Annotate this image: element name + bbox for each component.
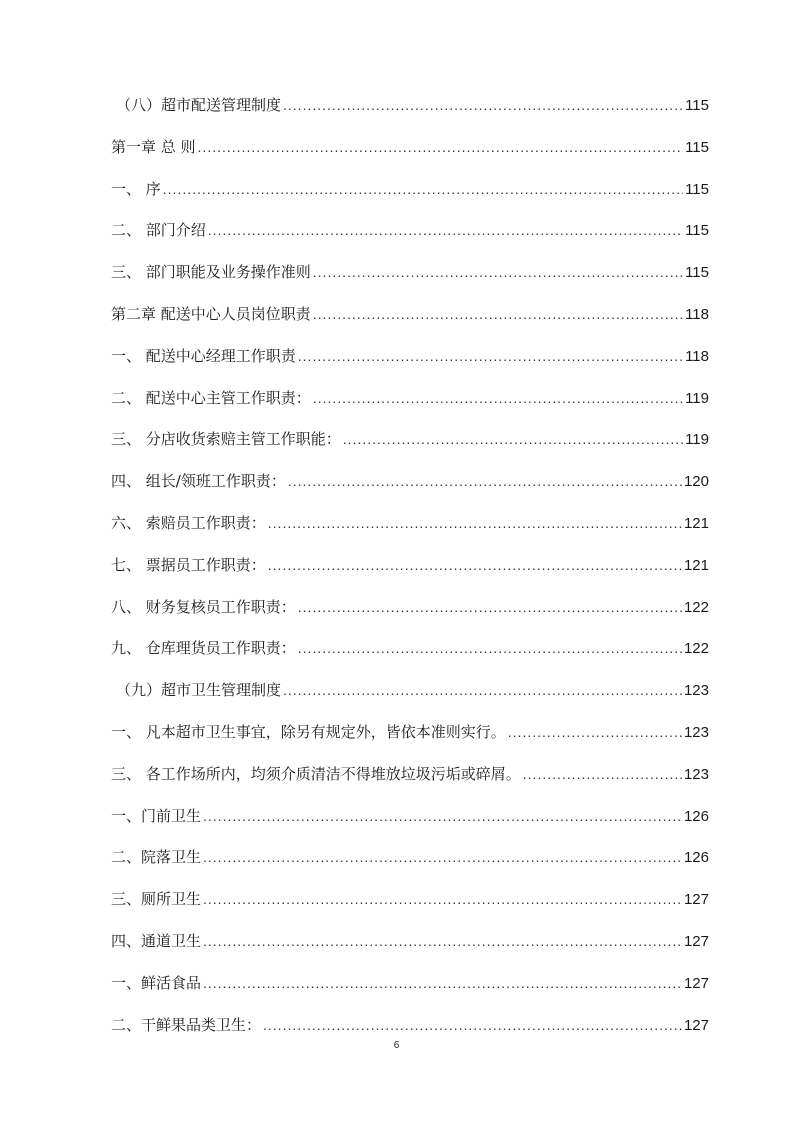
toc-entry-title: 第一章 总 则 — [111, 137, 196, 156]
toc-dot-leader — [283, 676, 682, 704]
toc-entry[interactable] — [111, 384, 709, 426]
toc-entry-page: 115 — [685, 264, 709, 282]
toc-entry-page: 123 — [683, 723, 709, 741]
toc-entry[interactable] — [111, 843, 709, 885]
toc-entry-title: 一、 配送中心经理工作职责 — [111, 346, 296, 365]
toc-entry[interactable] — [111, 802, 709, 844]
toc-dot-leader — [203, 969, 682, 997]
toc-entry-page: 121 — [683, 514, 709, 532]
toc-dot-leader — [283, 91, 683, 119]
toc-entry-page: 127 — [683, 891, 709, 909]
toc-entry[interactable] — [111, 969, 709, 1011]
toc-entry-page: 115 — [685, 222, 709, 240]
toc-entry-page: 122 — [683, 598, 709, 616]
toc-dot-leader — [508, 718, 682, 746]
toc-entry[interactable] — [111, 676, 709, 718]
toc-entry-title: 四、 组长/领班工作职责： — [111, 472, 286, 491]
toc-dot-leader — [203, 885, 682, 913]
toc-entry[interactable] — [111, 634, 709, 676]
toc-entry-title: 一、 序 — [111, 179, 161, 198]
toc-entry-page: 118 — [685, 305, 709, 323]
toc-entry[interactable] — [111, 551, 709, 593]
toc-entry-title: 一、鲜活食品 — [111, 973, 202, 992]
toc-entry-title: 一、 凡本超市卫生事宜，除另有规定外，皆依本准则实行。 — [111, 722, 506, 741]
toc-entry-page: 127 — [683, 974, 709, 992]
toc-entry-page: 118 — [685, 347, 709, 365]
toc-entry-title: （八）超市配送管理制度 — [116, 96, 282, 114]
toc-entry-title: 二、干鲜果品类卫生： — [111, 1015, 262, 1034]
toc-entry-title: 九、 仓库理货员工作职责： — [111, 639, 296, 658]
toc-entry-page: 120 — [683, 473, 709, 491]
toc-entry[interactable] — [111, 467, 709, 509]
toc-entry[interactable] — [111, 300, 709, 342]
toc-dot-leader — [203, 927, 682, 955]
toc-entry-page: 127 — [683, 932, 709, 950]
toc-entry-page: 127 — [683, 1016, 709, 1034]
toc-dot-leader — [313, 384, 683, 412]
toc-dot-leader — [523, 760, 682, 788]
toc-entry[interactable] — [111, 425, 709, 467]
toc-entry-page: 115 — [685, 138, 709, 156]
toc-dot-leader — [298, 342, 683, 370]
toc-entry-title: 一、门前卫生 — [111, 806, 202, 825]
toc-dot-leader — [268, 509, 682, 537]
toc-entry-page: 126 — [683, 807, 709, 825]
toc-entry-title: 七、 票据员工作职责： — [111, 555, 266, 574]
toc-entry-title: 三、 各工作场所内，均须介质清洁不得堆放垃圾污垢或碎屑。 — [111, 764, 521, 783]
toc-entry[interactable] — [111, 885, 709, 927]
toc-entry-title: 三、 分店收货索赔主管工作职能： — [111, 430, 341, 449]
toc-entry[interactable] — [111, 718, 709, 760]
toc-entry-page: 123 — [683, 765, 709, 783]
toc-dot-leader — [203, 802, 682, 830]
toc-entry-page: 119 — [685, 389, 709, 407]
toc-dot-leader — [298, 634, 682, 662]
toc-entry-title: 四、通道卫生 — [111, 931, 202, 950]
toc-entry-title: 二、院落卫生 — [111, 848, 202, 867]
toc-dot-leader — [313, 300, 683, 328]
toc-entry[interactable] — [111, 133, 709, 175]
toc-entry[interactable] — [111, 509, 709, 551]
toc-entry[interactable] — [111, 342, 709, 384]
toc-dot-leader — [263, 1011, 682, 1039]
toc-entry[interactable] — [111, 593, 709, 635]
toc-entry-page: 126 — [683, 849, 709, 867]
toc-entry-page: 119 — [685, 431, 709, 449]
toc-entry-title: 第二章 配送中心人员岗位职责 — [111, 304, 311, 323]
toc-dot-leader — [268, 551, 682, 579]
toc-entry[interactable] — [111, 927, 709, 969]
toc-entry-title: 三、厕所卫生 — [111, 890, 202, 909]
toc-entry-page: 121 — [683, 556, 709, 574]
toc-dot-leader — [288, 467, 682, 495]
table-of-contents — [111, 91, 709, 1052]
toc-dot-leader — [198, 133, 684, 161]
toc-entry-title: 六、 索赔员工作职责： — [111, 513, 266, 532]
toc-entry-page: 122 — [683, 640, 709, 658]
toc-dot-leader — [163, 175, 683, 203]
toc-entry-page: 123 — [683, 682, 709, 700]
toc-entry-title: 二、 部门介绍 — [111, 221, 206, 240]
toc-entry[interactable] — [111, 175, 709, 217]
toc-dot-leader — [203, 843, 682, 871]
toc-entry[interactable] — [111, 91, 709, 133]
toc-entry[interactable] — [111, 216, 709, 258]
toc-dot-leader — [298, 593, 682, 621]
toc-entry-title: 八、 财务复核员工作职责： — [111, 597, 296, 616]
toc-dot-leader — [208, 216, 683, 244]
toc-dot-leader — [343, 425, 683, 453]
toc-entry-page: 115 — [685, 180, 709, 198]
toc-dot-leader — [313, 258, 683, 286]
toc-entry-title: 三、 部门职能及业务操作准则 — [111, 263, 311, 282]
page-number: 6 — [393, 1040, 400, 1051]
toc-entry[interactable] — [111, 258, 709, 300]
toc-entry-title: （九）超市卫生管理制度 — [116, 681, 282, 700]
toc-entry-title: 二、 配送中心主管工作职责： — [111, 388, 311, 407]
toc-entry-page: 115 — [685, 97, 709, 114]
toc-entry[interactable] — [111, 760, 709, 802]
